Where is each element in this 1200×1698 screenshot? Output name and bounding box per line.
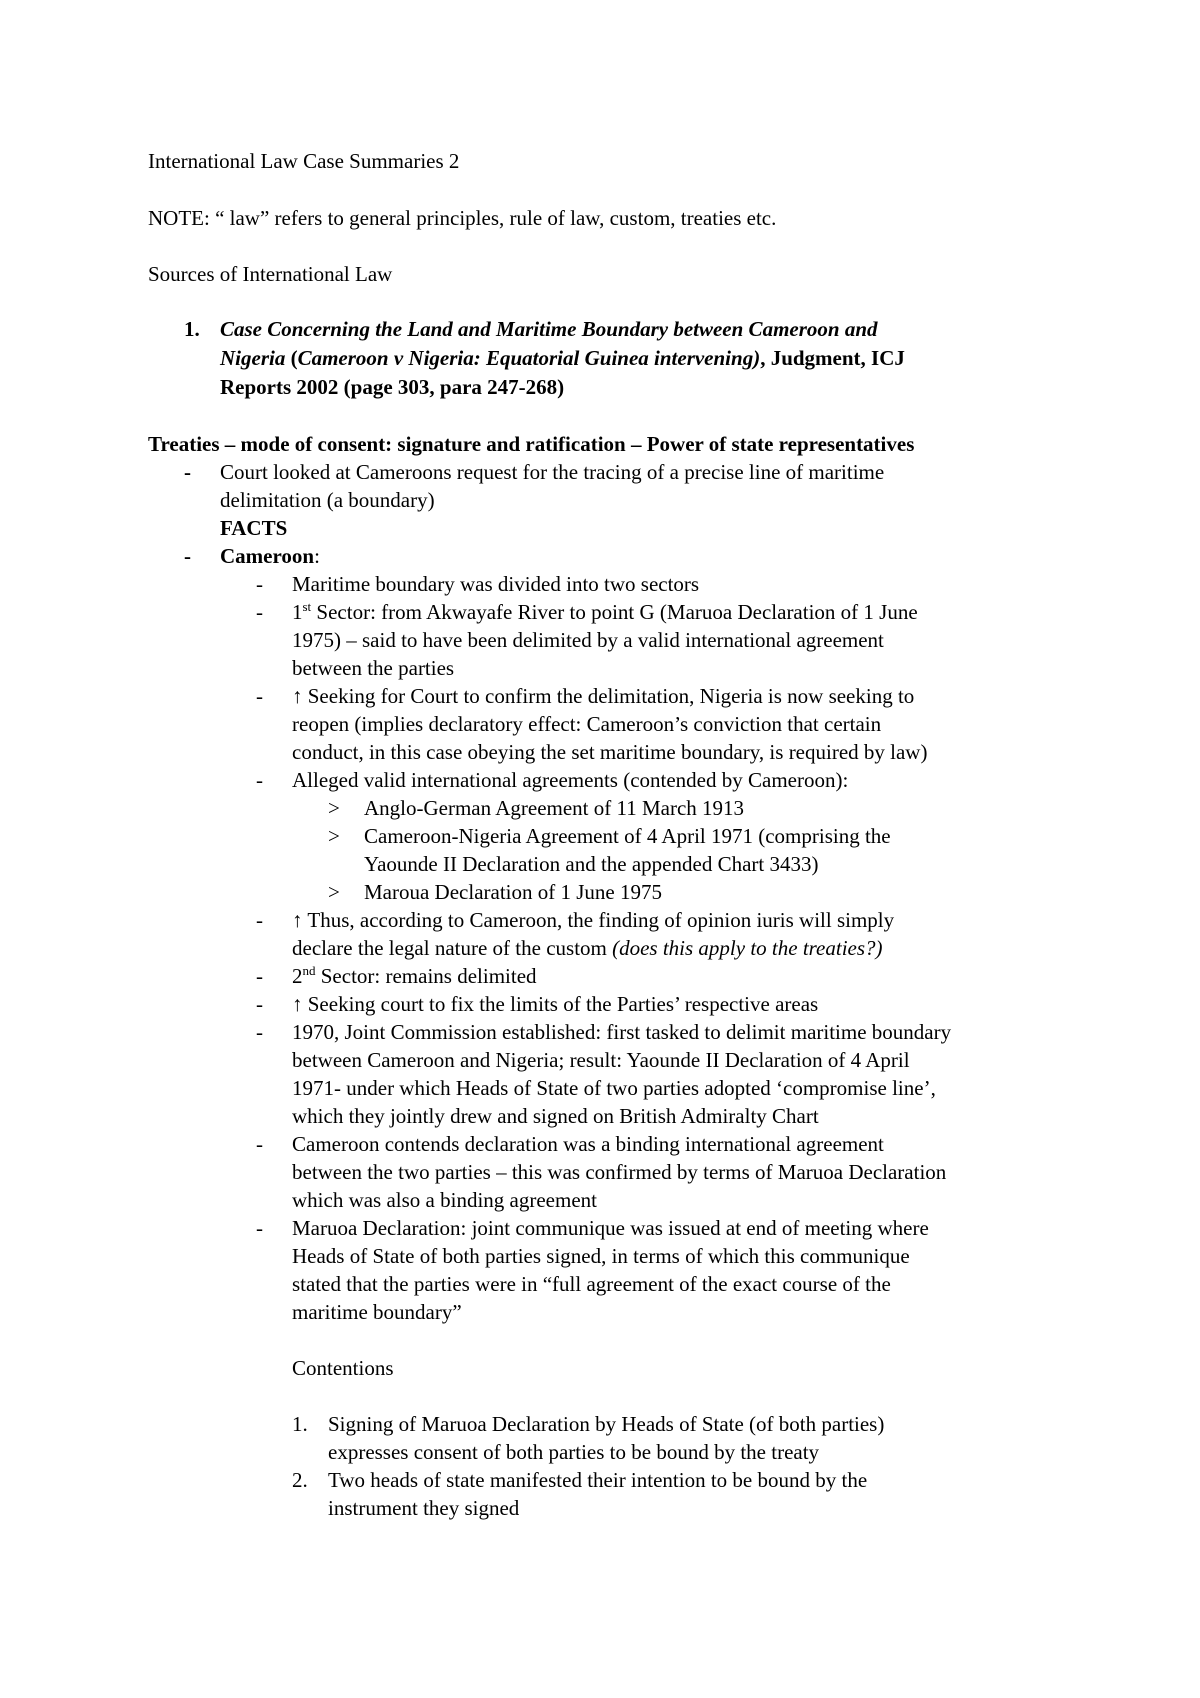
seeking-line-1	[292, 682, 914, 710]
bullet-dash: -	[184, 544, 191, 568]
communique-3: stated that the parties were in “full agreement of the exact course of the	[292, 1272, 891, 1296]
bullet-arrow: >	[328, 824, 340, 848]
ordinal-suffix: nd	[302, 963, 316, 978]
note-text: NOTE: “ law” refers to general principles, rule of law, custom, treaties etc.	[148, 206, 777, 230]
contends-1: Cameroon contends declaration was a binding international agreement	[292, 1132, 884, 1156]
contention-1-line-1: Signing of Maruoa Declaration by Heads of State (of both parties)	[328, 1412, 885, 1436]
contends-2: between the two parties – this was confirmed by terms of Maruoa Declaration	[292, 1160, 947, 1184]
bullet-dash: -	[256, 964, 263, 988]
cameroon-name: Cameroon	[220, 544, 315, 568]
second-sector-text: Sector: remains delimited	[315, 964, 537, 988]
case-title-paren: (	[285, 346, 298, 370]
facts-label: FACTS	[220, 516, 288, 540]
agreement-item-cont: Yaounde II Declaration and the appended Chart 3433)	[364, 852, 819, 876]
up-arrow-icon: ↑	[292, 684, 303, 708]
seeking-text: Seeking for Court to confirm the delimitation, Nigeria is now seeking to	[302, 684, 915, 708]
first-sector-text: Sector: from Akwayafe River to point G (Maruoa Declaration of 1 June	[311, 600, 918, 624]
seeking-line-3: conduct, in this case obeying the set maritime boundary, is required by law)	[292, 740, 928, 764]
contention-2-line-2: instrument they signed	[328, 1496, 520, 1520]
thus-line-1	[292, 906, 894, 934]
seeking-line-2: reopen (implies declaratory effect: Cameroon’s conviction that certain	[292, 712, 882, 736]
court-line-2: delimitation (a boundary)	[220, 488, 435, 512]
bullet-dash: -	[184, 460, 191, 484]
bullet-dash: -	[256, 1216, 263, 1240]
second-sector	[292, 962, 537, 990]
joint-commission-4: which they jointly drew and signed on British Admiralty Chart	[292, 1104, 819, 1128]
case-title-line-1: Case Concerning the Land and Maritime Boundary between Cameroon and	[220, 317, 878, 341]
bullet-arrow: >	[328, 880, 340, 904]
ordinal-suffix: st	[302, 599, 312, 614]
contention-2-line-1: Two heads of state manifested their intention to be bound by the	[328, 1468, 868, 1492]
agreement-item: Maroua Declaration of 1 June 1975	[364, 880, 662, 904]
case-title-nigeria: Nigeria	[220, 346, 286, 370]
cameroon-label	[220, 542, 320, 570]
contention-number: 2.	[292, 1468, 308, 1492]
thus-text: Thus, according to Cameroon, the finding of opinion iuris will simply	[302, 908, 895, 932]
first-sector-line-2: 1975) – said to have been delimited by a valid international agreement	[292, 628, 884, 652]
joint-commission-3: 1971- under which Heads of State of two parties adopted ‘compromise line’,	[292, 1076, 936, 1100]
communique-4: maritime boundary”	[292, 1300, 462, 1324]
bullet-dash: -	[256, 1132, 263, 1156]
bullet-dash: -	[256, 768, 263, 792]
bullet-dash: -	[256, 992, 263, 1016]
joint-commission-2: between Cameroon and Nigeria; result: Yaounde II Declaration of 4 April	[292, 1048, 910, 1072]
agreement-item: Anglo-German Agreement of 11 March 1913	[364, 796, 745, 820]
alleged-agreements: Alleged valid international agreements (contended by Cameroon):	[292, 768, 849, 792]
joint-commission-1: 1970, Joint Commission established: first tasked to delimit maritime boundary	[292, 1020, 952, 1044]
bullet-dash: -	[256, 572, 263, 596]
contends-3: which was also a binding agreement	[292, 1188, 597, 1212]
communique-1: Maruoa Declaration: joint communique was issued at end of meeting where	[292, 1216, 929, 1240]
first-sector-line-3: between the parties	[292, 656, 455, 680]
case-title-parties: Cameroon v Nigeria: Equatorial Guinea intervening)	[297, 346, 761, 370]
contention-1-line-2: expresses consent of both parties to be bound by the treaty	[328, 1440, 820, 1464]
sector-item: Maritime boundary was divided into two sectors	[292, 572, 700, 596]
court-line-1: Court looked at Cameroons request for the tracing of a precise line of maritime	[220, 460, 885, 484]
ordinal: 2	[292, 964, 303, 988]
thus-text-2: declare the legal nature of the custom	[292, 936, 613, 960]
fix-limits	[292, 990, 818, 1018]
document-title: International Law Case Summaries 2	[148, 149, 460, 173]
case-title-judgment: , Judgment, ICJ	[760, 346, 905, 370]
thus-line-2	[292, 934, 883, 962]
bullet-dash: -	[256, 600, 263, 624]
case-title-line-2	[220, 344, 905, 372]
bullet-dash: -	[256, 1020, 263, 1044]
fix-limits-text: Seeking court to fix the limits of the Parties’ respective areas	[302, 992, 819, 1016]
communique-2: Heads of State of both parties signed, in terms of which this communique	[292, 1244, 910, 1268]
bullet-arrow: >	[328, 796, 340, 820]
thus-question: (does this apply to the treaties?)	[612, 936, 883, 960]
topic-heading: Treaties – mode of consent: signature and ratification – Power of state representatives	[148, 432, 915, 456]
ordinal: 1	[292, 600, 303, 624]
case-citation: Reports 2002 (page 303, para 247-268)	[220, 375, 565, 399]
cameroon-colon: :	[314, 544, 320, 568]
bullet-dash: -	[256, 908, 263, 932]
contention-number: 1.	[292, 1412, 308, 1436]
case-number: 1.	[184, 317, 200, 341]
section-heading: Sources of International Law	[148, 262, 393, 286]
up-arrow-icon: ↑	[292, 992, 303, 1016]
first-sector-line-1	[292, 598, 918, 626]
agreement-item: Cameroon-Nigeria Agreement of 4 April 1971 (comprising the	[364, 824, 891, 848]
up-arrow-icon: ↑	[292, 908, 303, 932]
contentions-heading: Contentions	[292, 1356, 394, 1380]
bullet-dash: -	[256, 684, 263, 708]
